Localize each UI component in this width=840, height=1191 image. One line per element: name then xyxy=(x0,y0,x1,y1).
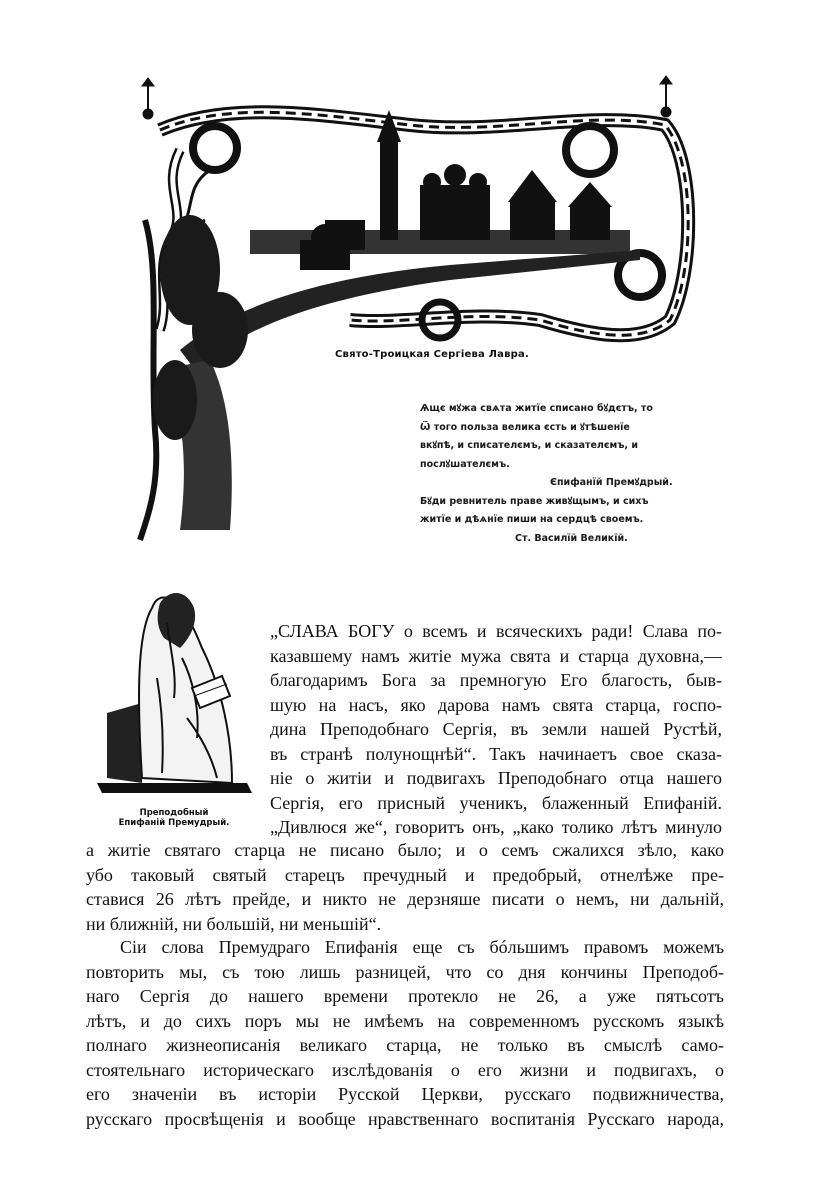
figure-caption xyxy=(88,808,260,828)
text-line: „Дивлюся же“, говоритъ онъ, „како толико лѣтъ минуло xyxy=(270,817,722,837)
engraving-caption: Свято-Троицкая Сергіева Лавра. xyxy=(335,349,529,360)
text-line: убо таковый святый старецъ пречудный и предобрый, отнелѣже пре- xyxy=(86,864,724,885)
text-line: ніе о житіи и подвигахъ Преподобнаго отца нашего xyxy=(270,768,722,788)
left-finial xyxy=(142,78,154,119)
text-line: стоятельнаго историческаго изслѣдованія о его жизни и подвигахъ, о xyxy=(86,1059,724,1080)
epigraph-line: житїе и дѣѧнїе пиши на сердцѣ своемъ. xyxy=(420,514,644,525)
opening-paragraph xyxy=(270,619,722,840)
epigraph-line: Ѧщє мꙋжа свѧта житїе списано бꙋдєтъ, то xyxy=(420,403,653,414)
text-line: ни ближній, ни большій, ни меньшій“. xyxy=(86,913,382,934)
text-line: его значеніи въ исторіи Русской Церкви, русскаго подвижничества, xyxy=(86,1084,724,1104)
right-finial xyxy=(660,76,672,117)
epigraph-signature: Ст. Василїй Великїй. xyxy=(515,532,628,544)
epigraph-line: вкꙋпѣ, и списателємъ, и сказателємъ, и xyxy=(420,440,639,451)
epigraph-line: Ѿ того польза велика єсть и ꙋтѣшенїе xyxy=(420,421,630,433)
text-line: „СЛАВА БОГУ о всемъ и всяческихъ ради! Слава по- xyxy=(270,621,722,641)
text-line: Сергія, его присный ученикъ, блаженный Епифаній. xyxy=(270,792,722,813)
text-line: наго Сергія до нашего времени протекло не 26, а уже пятьсотъ xyxy=(86,986,724,1006)
text-line: русскаго просвѣщенія и вообще нравственнаго воспитанія Русскаго народа, xyxy=(86,1108,724,1129)
epigraph-line: Бꙋди ревнитель праве живꙋщымъ, и сихъ xyxy=(420,495,649,507)
text-line: повторить мы, съ тою лишь разницей, что со дня кончины Преподоб- xyxy=(86,961,724,982)
text-line: Сіи слова Премудраго Епифанія еще съ бóльшимъ правомъ можемъ xyxy=(120,937,724,957)
epigraph xyxy=(420,400,720,548)
text-line: благодаримъ Бога за премногую Его благость, быв- xyxy=(270,670,722,690)
text-line: въ странѣ полунощнѣй“. Такъ начинаетъ свое сказа- xyxy=(270,743,722,764)
epigraph-signature: Єпифанїй Премꙋдрый. xyxy=(550,477,673,488)
second-paragraph xyxy=(86,935,724,1131)
figure-caption-line: Преподобный xyxy=(139,808,209,818)
epiphanius-figure xyxy=(82,578,257,808)
text-line: шую на насъ, яко дарова намъ свята старца, госпо- xyxy=(270,694,722,715)
text-line: казавшему намъ житіе мужа свята и старца духовна,— xyxy=(270,645,722,666)
epigraph-line: послꙋшателємъ. xyxy=(420,458,510,470)
text-line: ставися 26 лѣтъ прейде, и никто не дерзняше писати о немъ, ни дальній, xyxy=(86,889,724,909)
figure-caption-line: Епифаній Премудрый. xyxy=(118,818,230,828)
text-line: дина Преподобнаго Сергія, въ земли нашей Рустѣй, xyxy=(270,719,722,739)
opening-paragraph-continued xyxy=(86,838,724,936)
text-line: лѣтъ, и до сихъ поръ мы не имѣемъ на современномъ русскомъ языкѣ xyxy=(86,1010,724,1031)
text-line: а житіе святаго старца не писано было; и о семъ сжалихся зѣло, како xyxy=(86,840,724,860)
text-line: полнаго жизнеописанія великаго старца, не только въ смыслѣ само- xyxy=(86,1035,724,1055)
